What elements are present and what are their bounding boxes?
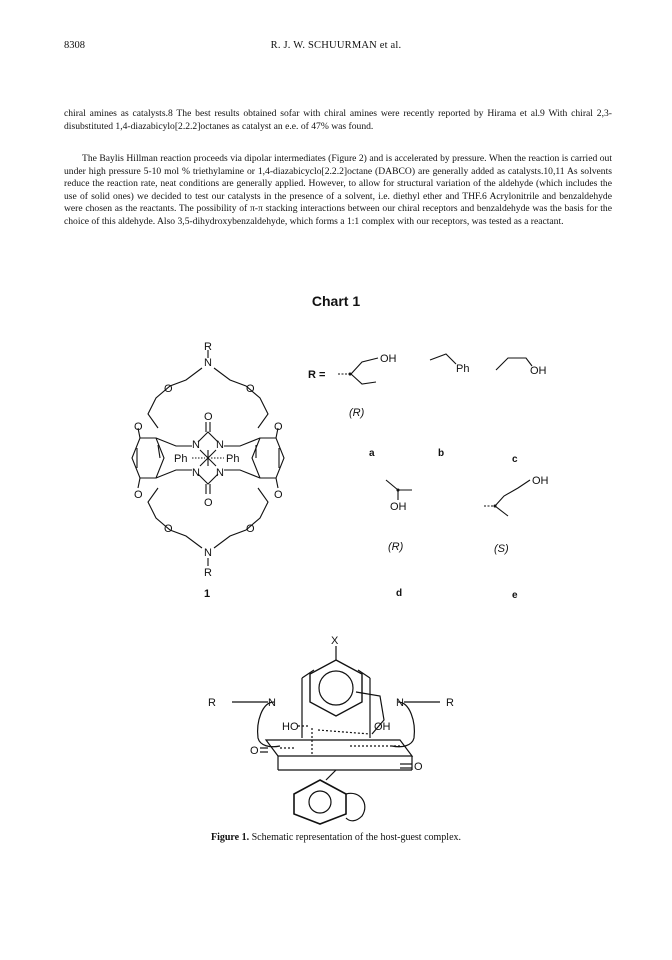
host-o-1: O — [164, 383, 173, 395]
host-n-3: N — [192, 467, 200, 479]
host-r-bottom: R — [204, 567, 212, 579]
host-n-top: N — [204, 357, 212, 369]
host-o-8: O — [274, 489, 283, 501]
right-n-label: N — [396, 697, 404, 709]
substituent-a-config: (R) — [349, 407, 365, 419]
substituent-e — [484, 475, 549, 601]
host-o-2: O — [246, 383, 255, 395]
substituent-e-oh: OH — [532, 475, 549, 487]
substituent-d — [386, 480, 412, 599]
substituent-label-a: a — [369, 448, 375, 459]
substituent-label-b: b — [438, 448, 445, 459]
host-guest-figure — [0, 630, 672, 825]
host-o-6: O — [204, 497, 213, 509]
host-o-4: O — [274, 421, 283, 433]
chart-structures — [0, 320, 672, 610]
right-r-label: R — [446, 697, 454, 709]
substituent-label-d: d — [396, 588, 403, 599]
substituent-e-config: (S) — [494, 543, 509, 555]
host-ph-left: Ph — [174, 453, 188, 465]
substituent-c-oh: OH — [530, 365, 547, 377]
host-n-bottom: N — [204, 547, 212, 559]
figure-caption — [0, 832, 672, 843]
host-ph-right: Ph — [226, 453, 240, 465]
host-o-5: O — [204, 411, 213, 423]
r-equals: R = — [308, 369, 326, 381]
paragraph-1-text: chiral amines as catalysts.8 The best results obtained sofar with chiral amines were recently reported by Hirama et al.9 With chiral 2,3-disubstituted 1,4-diazabicylo[2.2.2]octanes as catalyst an e.e. of 47% was found. — [64, 108, 612, 132]
left-o-label: O — [250, 745, 259, 757]
ho-label: HO — [282, 721, 299, 733]
paragraph-2 — [64, 153, 612, 229]
guest-x-label: X — [331, 635, 339, 647]
oh-label: OH — [374, 721, 391, 733]
substituent-d-oh: OH — [390, 501, 407, 513]
running-head: R. J. W. SCHUURMAN et al. — [270, 40, 402, 51]
host-o-10: O — [246, 523, 255, 535]
substituent-label-e: e — [512, 590, 518, 601]
substituent-a — [308, 353, 397, 459]
page-number: 8308 — [64, 40, 85, 51]
host-o-7: O — [134, 489, 143, 501]
host-r-top: R — [204, 341, 212, 353]
paragraph-2-text: The Baylis Hillman reaction proceeds via dipolar intermediates (Figure 2) and is accelerated by pressure. When the reaction is carried out under high pressure 5-10 mol % triethylamine or 1,4-diazabicyclo[2.2.2]octane (DABCO) are generally added as catalysts.10,11 As solvents reduce the reaction rate, neat conditions are generally applied. However, to allow for structural variation of the aldehyde (which includes the use of solid ones) we decided to test our catalysts in the presence of a solvent, i.e. diethyl ether and THF.6 Acrylonitrile and benzaldehyde were chosen as the reactants. The possibility of π-π stacking interactions between our chiral receptors and benzaldehyde was the basis for the choice of this aldehyde. Also 3,5-dihydroxybenzaldehyde, which forms a 1:1 complex with our receptors, was tested as a reactant. — [64, 153, 612, 227]
left-r-label: R — [208, 697, 216, 709]
substituent-d-config: (R) — [388, 541, 404, 553]
chart-title: Chart 1 — [311, 293, 361, 309]
host-molecule — [132, 341, 284, 600]
host-n-2: N — [216, 439, 224, 451]
right-o-label: O — [414, 761, 423, 773]
left-n-label: N — [268, 697, 276, 709]
host-o-9: O — [164, 523, 173, 535]
substituent-b — [430, 354, 469, 459]
substituent-b-ph: Ph — [456, 363, 470, 375]
substituent-c — [496, 358, 547, 465]
caption-label: Figure 1. — [210, 832, 250, 843]
substituent-label-c: c — [512, 454, 518, 465]
paragraph-1 — [64, 108, 612, 133]
substituent-a-oh: OH — [380, 353, 397, 365]
host-n-4: N — [216, 467, 224, 479]
host-o-3: O — [134, 421, 143, 433]
host-n-1: N — [192, 439, 200, 451]
caption-text: Schematic representation of the host-guest complex. — [249, 832, 462, 843]
compound-label-1: 1 — [204, 588, 211, 600]
